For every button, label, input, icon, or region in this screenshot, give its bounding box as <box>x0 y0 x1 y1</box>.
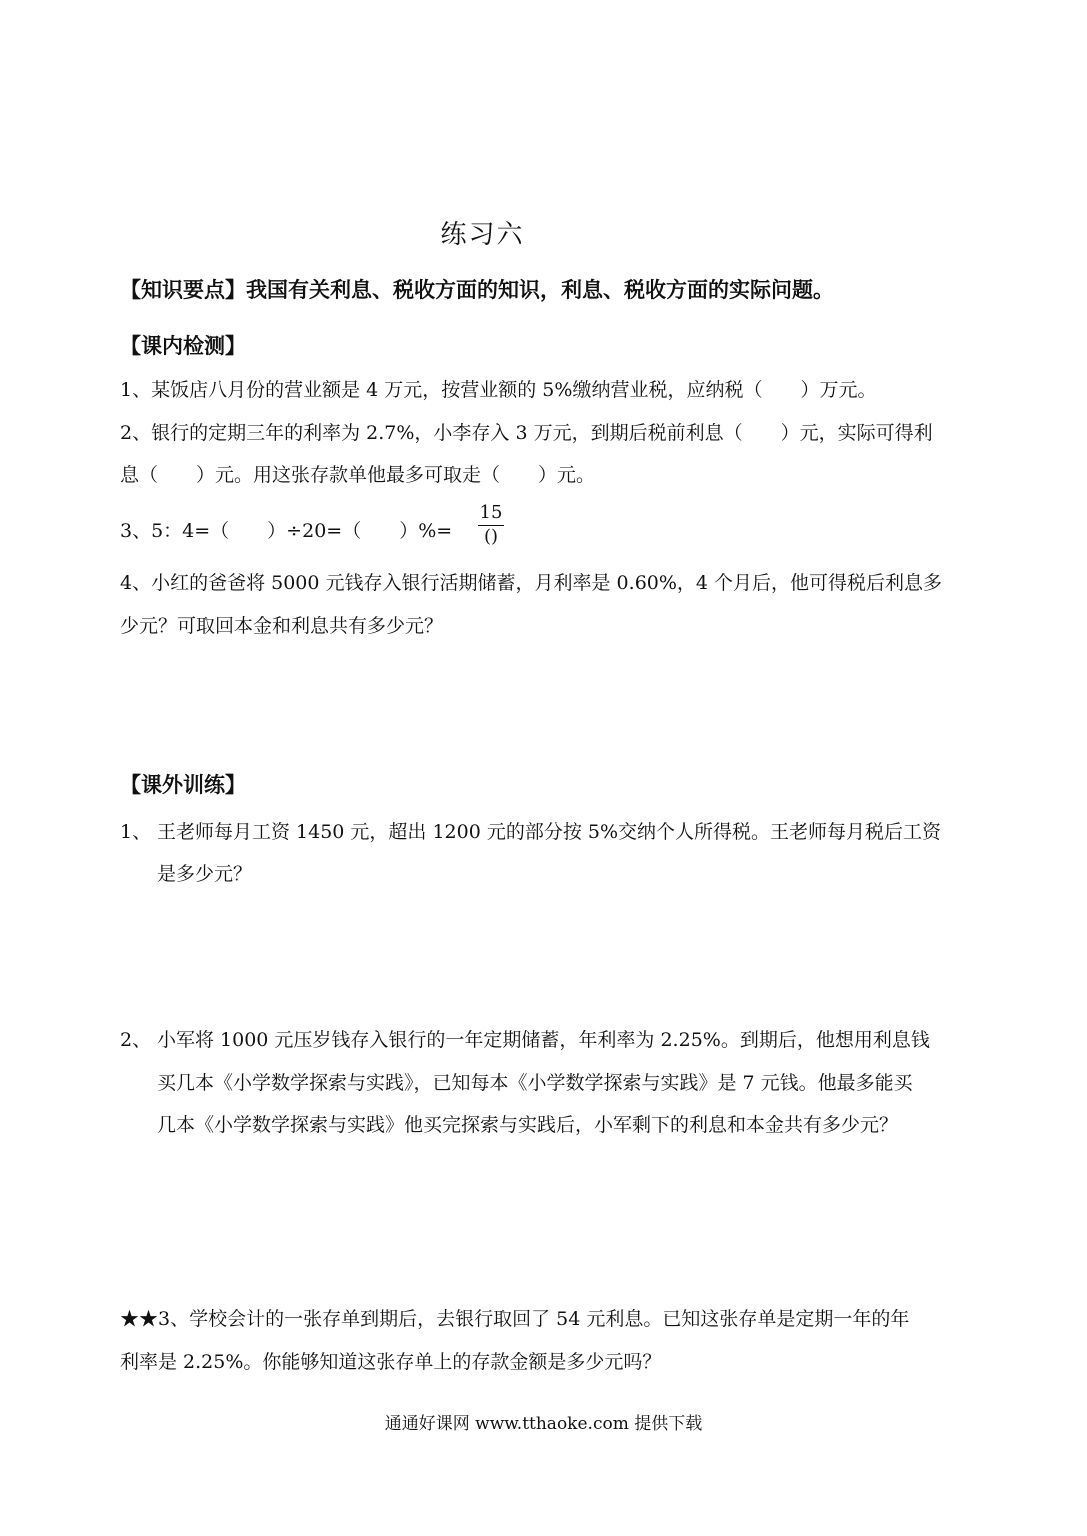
key-points-label: 【知识要点】 <box>120 278 246 302</box>
in-class-question-3: 3、5：4=（ ）÷20=（ ）%= <box>120 520 453 542</box>
in-class-question-2-line-2: 息（ ）元。用这张存款单他最多可取走（ ）元。 <box>120 464 596 486</box>
key-points-text: 我国有关利息、税收方面的知识，利息、税收方面的实际问题。 <box>246 278 834 302</box>
after-class-question-1-number: 1、 <box>120 821 152 843</box>
fraction-denominator: () <box>483 526 499 547</box>
after-class-question-1-line-1: 王老师每月工资 1450 元，超出 1200 元的部分按 5%交纳个人所得税。王老师每月税后工资 <box>157 821 942 843</box>
after-class-question-1-line-2: 是多少元？ <box>157 863 253 885</box>
fraction-numerator: 15 <box>479 502 503 523</box>
after-class-question-2-line-3: 几本《小学数学探索与实践》他买完探索与实践后，小军剩下的利息和本金共有多少元？ <box>157 1114 899 1136</box>
after-class-question-3-line-1: ★★3、学校会计的一张存单到期后，去银行取回了 54 元利息。已知这张存单是定期一年的年 <box>120 1308 910 1330</box>
in-class-question-1: 1、某饭店八月份的营业额是 4 万元，按营业额的 5%缴纳营业税，应纳税（ ）万元。 <box>120 379 877 401</box>
page-title: 练习六 <box>440 220 525 250</box>
in-class-question-4-line-2: 少元？可取回本金和利息共有多少元？ <box>120 615 444 637</box>
in-class-question-4-line-1: 4、小红的爸爸将 5000 元钱存入银行活期储蓄，月利率是 0.60%，4 个月后，他可得税后利息多 <box>120 572 943 594</box>
footer: 通通好课网 www.tthaoke.com 提供下载 <box>384 1414 703 1434</box>
after-class-question-2-number: 2、 <box>120 1029 152 1051</box>
after-class-question-2-line-1: 小军将 1000 元压岁钱存入银行的一年定期储蓄，年利率为 2.25%。到期后，他想用利息钱 <box>157 1029 930 1051</box>
in-class-heading: 【课内检测】 <box>120 334 246 358</box>
fraction <box>478 502 504 547</box>
in-class-question-2-line-1: 2、银行的定期三年的利率为 2.7%，小李存入 3 万元，到期后税前利息（ ）元，实际可得利 <box>120 422 933 444</box>
after-class-question-2-line-2: 买几本《小学数学探索与实践》，已知每本《小学数学探索与实践》是 7 元钱。他最多能买 <box>157 1072 913 1094</box>
after-class-heading: 【课外训练】 <box>120 773 246 797</box>
after-class-question-3-line-2: 利率是 2.25%。你能够知道这张存单上的存款金额是多少元吗？ <box>120 1351 662 1373</box>
key-points <box>120 274 834 304</box>
